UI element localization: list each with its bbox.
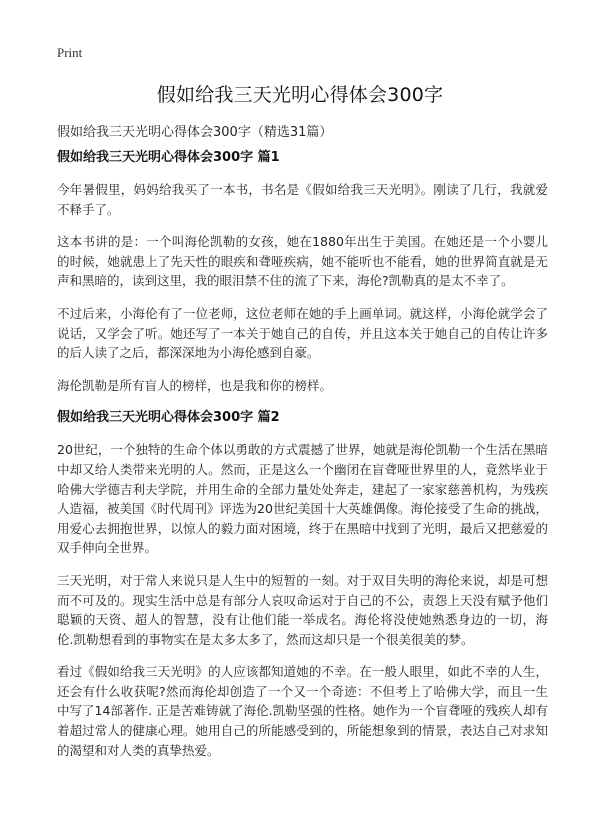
- print-link[interactable]: Print: [57, 45, 83, 60]
- section-heading: 假如给我三天光明心得体会300字 篇1: [57, 150, 280, 165]
- paragraph: 看过《假如给我三天光明》的人应该都知道她的不幸。在一般人眼里，如此不幸的人生，还会有什么收获呢?然而海伦却创造了一个又一个奇迹：不但考上了哈佛大学，而且一生中写了14部著作. 正是苦难铸就了海伦.凯勒坚强的性格。她作为一个盲聋哑的残疾人却有着超过常人的健康心理。她用自己的所能感受到的，所能想象到的情景，表达自己对求知的渴望和对人类的真挚热爱。: [57, 664, 548, 758]
- article-section: [57, 408, 548, 760]
- paragraph: 三天光明，对于常人来说只是人生中的短暂的一刻。对于双目失明的海伦来说，却是可想而不可及的。现实生活中总是有部分人哀叹命运对于自己的不公，责怨上天没有赋予他们聪颖的天资、超人的智慧，没有让他们能一举成名。海伦将没使她熟悉身边的一切，海伦.凯勒想看到的事物实在是太多太多了，然而这却只是一个很美很美的梦。: [57, 572, 548, 647]
- page-title: 假如给我三天光明心得体会300字: [156, 84, 444, 106]
- paragraph: 不过后来，小海伦有了一位老师，这位老师在她的手上画单词。就这样，小海伦就学会了说话，又学会了听。她还写了一本关于她自己的自传，并且这本关于她自己的自传让许多的后人读了之后，都深深地为小海伦感到自豪。: [57, 305, 548, 361]
- page-subtitle: 假如给我三天光明心得体会300字（精选31篇）: [57, 125, 333, 140]
- paragraph: 这本书讲的是：一个叫海伦凯勒的女孩，她在1880年出生于美国。在她还是一个小婴儿的时候，她就患上了先天性的眼疾和聋哑疾病，她不能听也不能看，她的世界简直就是无声和黑暗的，读到这里，我的眼泪禁不住的流了下来，海伦?凯勒真的是太不幸了。: [57, 234, 548, 289]
- paragraph: 今年暑假里，妈妈给我买了一本书，书名是《假如给我三天光明》。刚读了几行，我就爱不释手了。: [57, 182, 548, 217]
- article-section: [57, 148, 548, 395]
- paragraph: 20世纪，一个独特的生命个体以勇敢的方式震撼了世界，她就是海伦凯勒一个生活在黑暗中却又给人类带来光明的人。然而，正是这么一个幽闭在盲聋哑世界里的人，竟然毕业于哈佛大学德吉利夫学院，并用生命的全部力量处处奔走，建起了一家家慈善机构，为残疾人造福，被美国《时代周刊》评选为20世纪美国十大英雄偶像。海伦接受了生命的挑战，用爱心去拥抱世界，以惊人的毅力面对困境，终于在黑暗中找到了光明，最后又把慈爱的双手伸向全世界。: [57, 442, 548, 556]
- paragraph: 海伦凯勒是所有盲人的榜样，也是我和你的榜样。: [57, 377, 333, 393]
- article-content: [57, 148, 548, 773]
- section-heading: 假如给我三天光明心得体会300字 篇2: [57, 410, 280, 426]
